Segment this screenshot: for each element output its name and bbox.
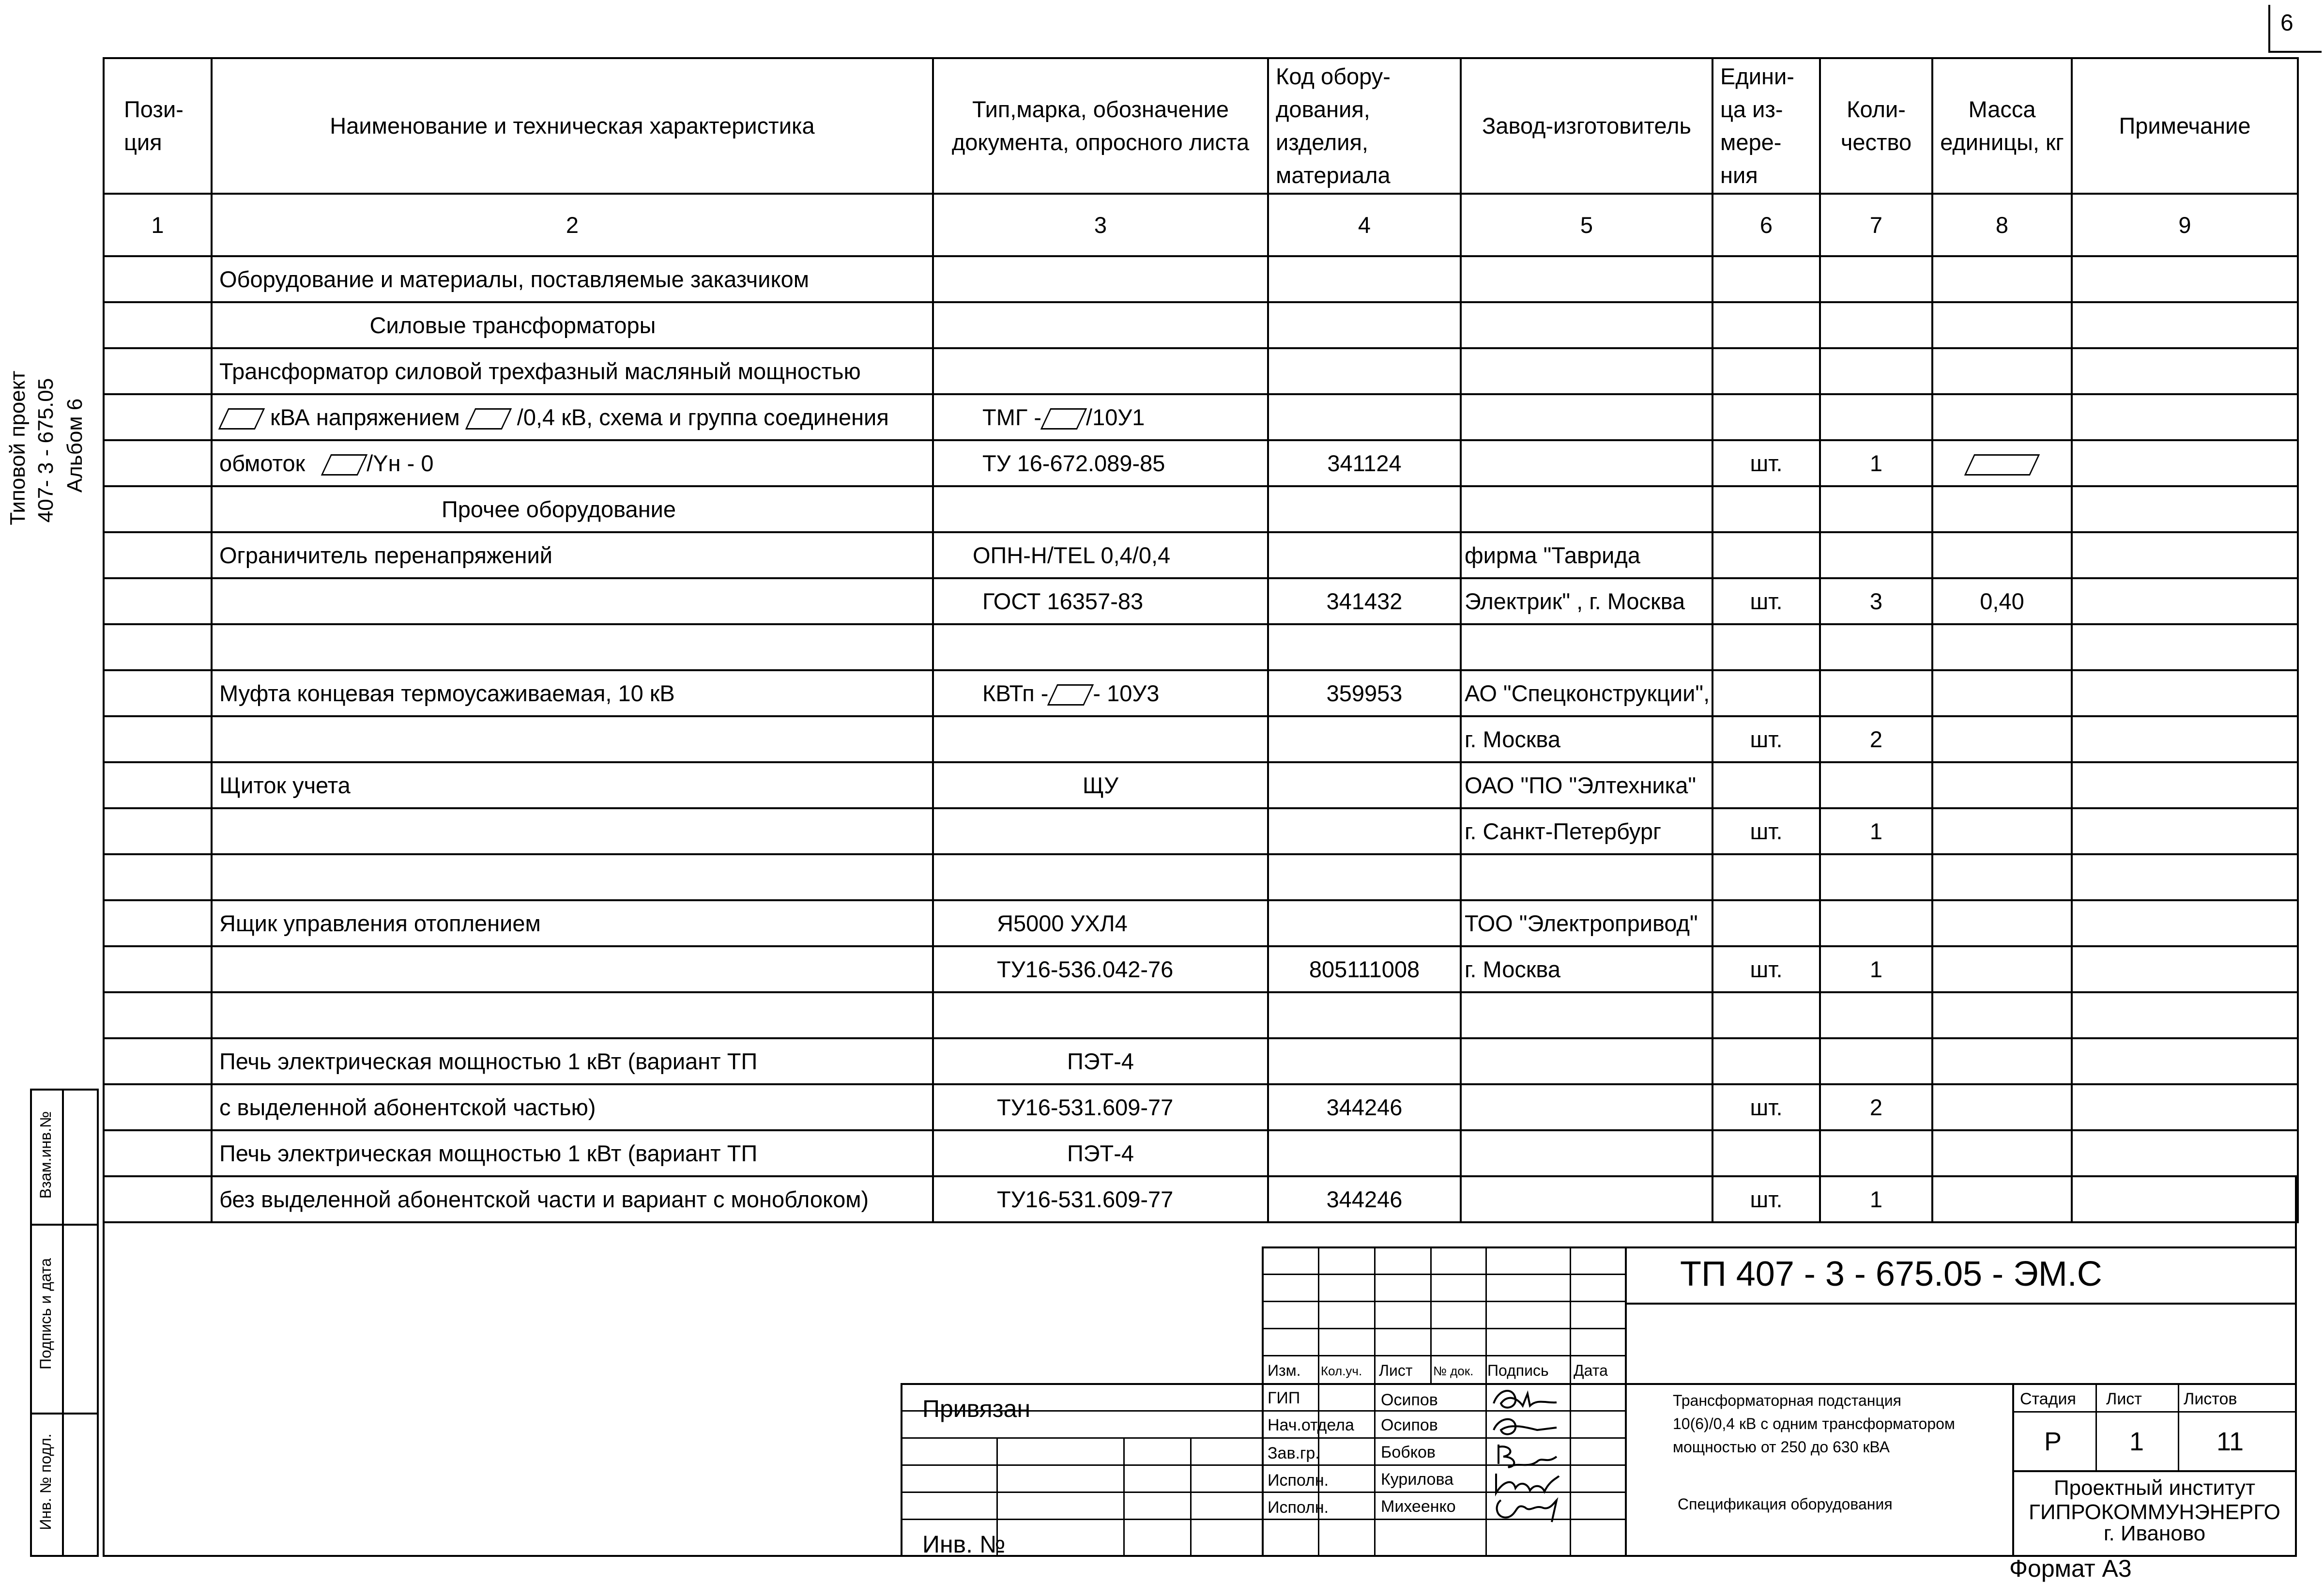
stamp-label-replaced-inv: Взам.инв.№ [37, 1111, 54, 1199]
column-number: 2 [212, 194, 933, 256]
item-type [933, 394, 1268, 440]
fill-in-blank [1047, 684, 1094, 706]
sheet-value: 1 [2129, 1427, 2144, 1456]
title-line [1190, 1437, 1192, 1557]
title-line [1374, 1385, 1376, 1557]
staff-role: Исполн. [1268, 1471, 1329, 1490]
sheet-frame-bottom [103, 1176, 2297, 1557]
item-type: ГОСТ 16357-83 [933, 578, 1268, 624]
item-unit: шт. [1712, 808, 1820, 854]
table-row [104, 808, 2298, 854]
object-title-line: 10(6)/0,4 кВ с одним трансформатором [1673, 1415, 1955, 1432]
sheet-number-frame-underline [2268, 51, 2322, 53]
title-line [902, 1383, 2297, 1385]
table-row [104, 394, 2298, 440]
item-type: ПЭТ-4 [933, 1038, 1268, 1084]
header-manufacturer: Завод-изготовитель [1461, 58, 1712, 194]
table-row [104, 854, 2298, 900]
table-row [104, 1130, 2298, 1176]
document-title: Спецификация оборудования [1678, 1495, 1893, 1513]
rev-header-docno: № док. [1433, 1364, 1474, 1378]
item-name: Щиток учета [212, 762, 933, 808]
title-line [1263, 1328, 1626, 1329]
item-type: ТУ 16-672.089-85 [933, 440, 1268, 486]
section-heading: Прочее оборудование [212, 486, 933, 532]
title-line [2013, 1470, 2297, 1472]
item-code: 359953 [1268, 670, 1461, 716]
item-code: 805111008 [1268, 946, 1461, 992]
header-note: Примечание [2072, 58, 2298, 194]
item-manufacturer: г. Санкт-Петербург [1461, 808, 1712, 854]
column-number: 8 [1932, 194, 2072, 256]
bound-label: Привязан [922, 1395, 1031, 1422]
table-row [104, 578, 2298, 624]
item-name-part: кВА напряжением [264, 404, 466, 430]
item-quantity: 1 [1820, 440, 1932, 486]
item-name: с выделенной абонентской частью) [212, 1084, 933, 1130]
title-line [1123, 1437, 1125, 1557]
table-row [104, 900, 2298, 946]
item-manufacturer: фирма "Таврида [1461, 532, 1712, 578]
rev-header-date: Дата [1574, 1362, 1608, 1379]
sheet-number-frame [2268, 5, 2270, 51]
rev-header-sheet: Лист [1379, 1362, 1413, 1379]
item-unit: шт. [1712, 1084, 1820, 1130]
table-row [104, 624, 2298, 670]
item-type-part: /10У1 [1086, 404, 1145, 430]
item-name: без выделенной абонентской части и вариант с моноблоком) [212, 1176, 933, 1222]
item-name-part: /Yн - 0 [367, 450, 434, 476]
item-name: Муфта концевая термоусаживаемая, 10 кВ [212, 670, 933, 716]
table-row [104, 348, 2298, 394]
item-name: Ограничитель перенапряжений [212, 532, 933, 578]
header-type: Тип,марка, обозначение документа, опросного листа [933, 58, 1268, 194]
staff-role: Нач.отдела [1268, 1416, 1354, 1434]
title-line [1262, 1246, 1264, 1557]
organization-city: г. Иваново [2103, 1522, 2206, 1545]
item-code: 344246 [1268, 1084, 1461, 1130]
item-quantity: 1 [1820, 946, 1932, 992]
item-quantity: 1 [1820, 808, 1932, 854]
header-name: Наименование и техническая характеристика [212, 58, 933, 194]
table-row [104, 762, 2298, 808]
fill-in-blank [218, 408, 265, 430]
fill-in-blank [321, 454, 368, 476]
rev-header-count: Кол.уч. [1321, 1364, 1362, 1378]
staff-name: Бобков [1381, 1443, 1436, 1461]
item-manufacturer: ТОО "Электропривод" [1461, 900, 1712, 946]
organization-line: Проектный институт [2053, 1476, 2256, 1500]
title-line [2095, 1383, 2097, 1470]
header-code: Код обору-дования, изделия, материала [1268, 58, 1461, 194]
item-type-part: ТМГ - [982, 404, 1042, 430]
item-name: Оборудование и материалы, поставляемые заказчиком [212, 256, 933, 302]
item-quantity: 1 [1820, 1176, 1932, 1222]
column-number-row [104, 194, 2298, 256]
item-code: 344246 [1268, 1176, 1461, 1222]
column-number: 7 [1820, 194, 1932, 256]
table-row [104, 946, 2298, 992]
title-line [1263, 1355, 1626, 1356]
title-line [1263, 1301, 1626, 1302]
item-name [212, 440, 933, 486]
title-line [1263, 1274, 1626, 1275]
item-type [933, 670, 1268, 716]
item-manufacturer: г. Москва [1461, 716, 1712, 762]
item-code: 341124 [1268, 440, 1461, 486]
sheets-value: 11 [2217, 1427, 2244, 1456]
fill-in-blank [1964, 454, 2040, 476]
table-row [104, 486, 2298, 532]
side-project-title: Типовой проект [6, 370, 30, 525]
title-line [1430, 1246, 1432, 1383]
title-line [1374, 1246, 1376, 1383]
item-quantity: 2 [1820, 716, 1932, 762]
item-type: ТУ16-531.609-77 [933, 1084, 1268, 1130]
staff-name: Осипов [1381, 1391, 1438, 1409]
item-unit: шт. [1712, 1176, 1820, 1222]
header-position: Пози-ция [104, 58, 212, 194]
document-designation: ТП 407 - 3 - 675.05 - ЭМ.С [1680, 1255, 2102, 1293]
table-row [104, 1038, 2298, 1084]
item-name-part: обмоток [219, 450, 312, 476]
stamp-label-original-inv: Инв. № подл. [37, 1433, 54, 1530]
side-project-number: 407- 3 - 675.05 [34, 378, 58, 523]
staff-role: Исполн. [1268, 1498, 1329, 1517]
table-row [104, 440, 2298, 486]
item-manufacturer: АО "Спецконструкции", [1461, 670, 1712, 716]
header-row [104, 58, 2298, 194]
item-type: ТУ16-531.609-77 [933, 1176, 1268, 1222]
staff-name: Курилова [1381, 1470, 1454, 1489]
stage-value: Р [2044, 1427, 2062, 1456]
staff-role: Зав.гр. [1268, 1444, 1320, 1462]
title-line [1485, 1246, 1487, 1557]
title-line [901, 1383, 902, 1557]
staff-name: Осипов [1381, 1416, 1438, 1434]
item-name: Печь электрическая мощностью 1 кВт (вариант ТП [212, 1130, 933, 1176]
item-name: Печь электрическая мощностью 1 кВт (вариант ТП [212, 1038, 933, 1084]
item-type-part: КВТп - [982, 680, 1049, 706]
fill-in-blank [465, 408, 512, 430]
item-unit: шт. [1712, 578, 1820, 624]
column-number: 6 [1712, 194, 1820, 256]
stamp-label-signature-date: Подпись и дата [37, 1258, 54, 1370]
item-type: ПЭТ-4 [933, 1130, 1268, 1176]
item-mass: 0,40 [1932, 578, 2072, 624]
table-row [104, 302, 2298, 348]
inventory-number-label: Инв. № [922, 1531, 1006, 1558]
sheet-number: 6 [2280, 10, 2293, 36]
item-type: ТУ16-536.042-76 [933, 946, 1268, 992]
item-code: 341432 [1268, 578, 1461, 624]
table-row [104, 670, 2298, 716]
item-mass [1932, 440, 2072, 486]
sheets-label: Листов [2184, 1390, 2237, 1408]
item-manufacturer: г. Москва [1461, 946, 1712, 992]
item-name: Ящик управления отоплением [212, 900, 933, 946]
paper-format: Формат А3 [2009, 1555, 2132, 1582]
fill-in-blank [1040, 408, 1087, 430]
title-line [1626, 1303, 2297, 1305]
item-unit: шт. [1712, 946, 1820, 992]
item-unit: шт. [1712, 440, 1820, 486]
column-number: 4 [1268, 194, 1461, 256]
staff-role: ГИП [1268, 1389, 1300, 1407]
object-title-line: мощностью от 250 до 630 кВА [1673, 1438, 1890, 1456]
table-row [104, 992, 2298, 1038]
handwritten-signatures [1489, 1384, 1566, 1549]
item-type: Я5000 УХЛ4 [933, 900, 1268, 946]
item-name [212, 394, 933, 440]
item-manufacturer: ОАО "ПО "Элтехника" [1461, 762, 1712, 808]
column-number: 5 [1461, 194, 1712, 256]
specification-table [103, 57, 2299, 1223]
column-number: 9 [2072, 194, 2298, 256]
title-line [1263, 1246, 2297, 1248]
table-row [104, 716, 2298, 762]
item-type-part: - 10У3 [1093, 680, 1160, 706]
staff-name: Михеенко [1381, 1497, 1456, 1516]
table-row [104, 256, 2298, 302]
column-number: 1 [104, 194, 212, 256]
title-line [1625, 1246, 1627, 1557]
organization-name: ГИПРОКОММУНЭНЕРГО [2029, 1500, 2280, 1524]
title-line [1570, 1246, 1571, 1557]
item-type: ОПН-Н/TEL 0,4/0,4 [933, 532, 1268, 578]
title-line [2013, 1411, 2297, 1413]
side-album: Альбом 6 [63, 398, 87, 493]
item-type: ЩУ [933, 762, 1268, 808]
item-name: Трансформатор силовой трехфазный масляный мощностью [212, 348, 933, 394]
header-quantity: Коли-чество [1820, 58, 1932, 194]
item-quantity: 2 [1820, 1084, 1932, 1130]
item-name-part: /0,4 кВ, схема и группа соединения [510, 404, 889, 430]
table-row [104, 532, 2298, 578]
item-quantity: 3 [1820, 578, 1932, 624]
stage-label: Стадия [2020, 1390, 2076, 1408]
header-mass: Масса единицы, кг [1932, 58, 2072, 194]
section-heading: Силовые трансформаторы [212, 302, 933, 348]
rev-header-signature: Подпись [1487, 1362, 1549, 1379]
column-number: 3 [933, 194, 1268, 256]
sheet-label: Лист [2106, 1390, 2142, 1408]
table-row [104, 1084, 2298, 1130]
item-manufacturer: Электрик" , г. Москва [1461, 578, 1712, 624]
title-line [2178, 1383, 2179, 1470]
item-unit: шт. [1712, 716, 1820, 762]
header-unit: Едини-ца из-мере-ния [1712, 58, 1820, 194]
object-title-line: Трансформаторная подстанция [1673, 1392, 1901, 1409]
rev-header-change: Изм. [1268, 1362, 1301, 1379]
